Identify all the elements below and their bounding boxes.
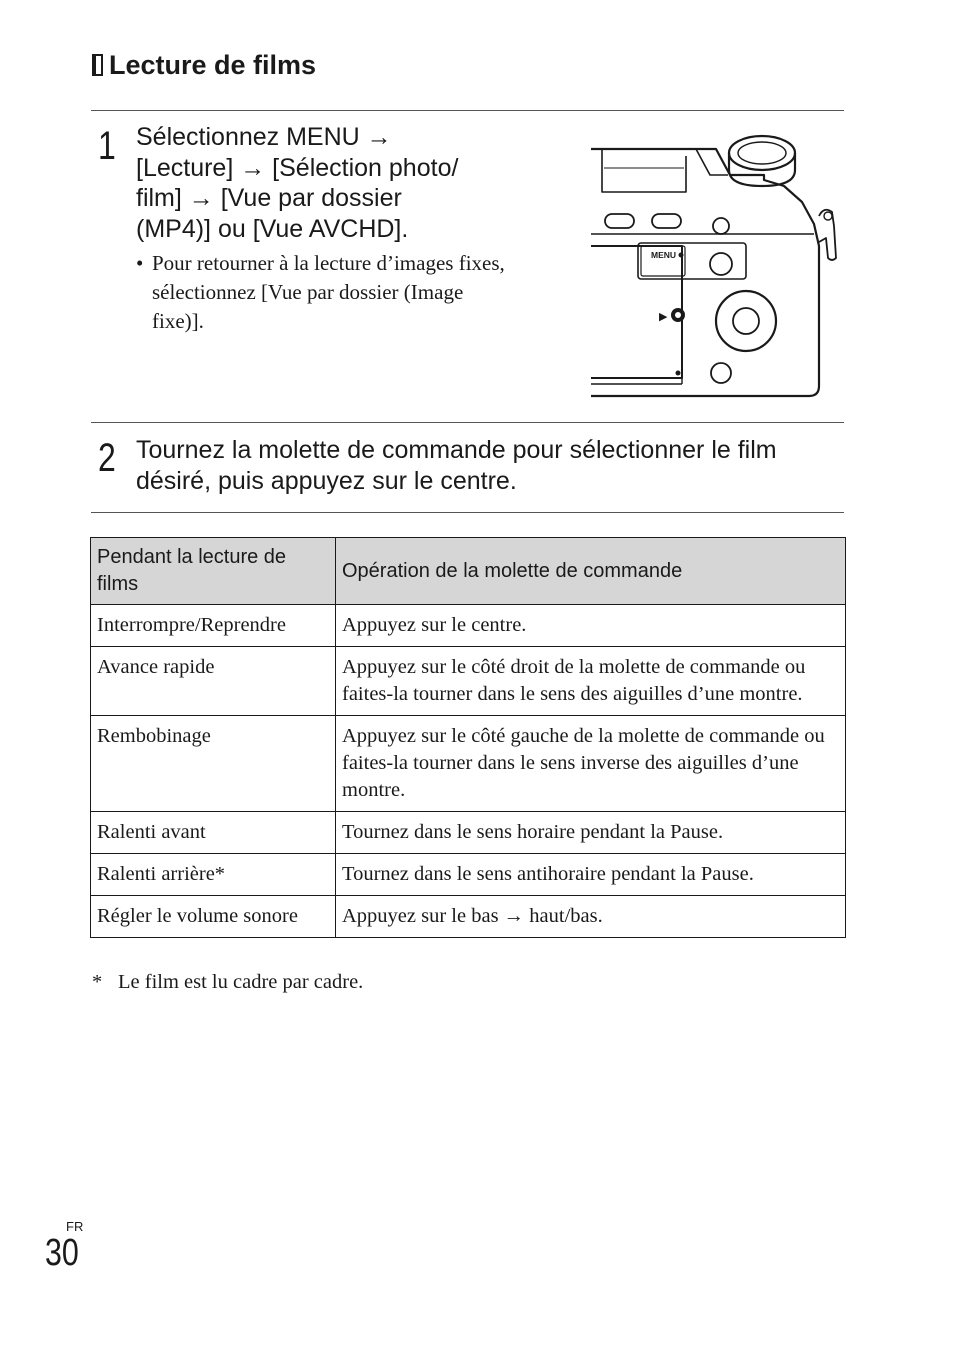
table-cell-operation: Appuyez sur le centre. [336,605,846,647]
table-cell-operation: Appuyez sur le côté droit de la molette de commande ou faites-la tourner dans le sens des aiguilles d’une montre. [336,647,846,716]
bullet: • [136,251,144,275]
table-cell-action: Ralenti arrière* [91,854,336,896]
step-1-line: film] → [Vue par dossier [136,184,402,212]
table-cell-action: Rembobinage [91,716,336,812]
step-1-number: 1 [98,124,116,168]
table-row [91,716,846,812]
language-code: FR [66,1219,84,1234]
play-marker-icon: ▶ [659,310,668,323]
table-row [91,605,846,647]
step-1-note-text: Pour retourner à la lecture d’images fixes, sélectionnez [Vue par dossier (Image fixe)]. [152,251,505,333]
dial-operations-table [90,537,846,938]
table-cell-action: Interrompre/Reprendre [91,605,336,647]
table-row [91,812,846,854]
table-cell-action: Régler le volume sonore [91,896,336,938]
divider [91,422,844,423]
table-header-row [91,538,846,605]
divider [91,110,844,111]
step-1-instruction [136,122,536,244]
step-1-line: Sélectionnez MENU → [136,123,392,151]
page-number: 30 [45,1232,79,1274]
step-2-number: 2 [98,436,116,480]
footnote-text: Le film est lu cadre par cadre. [118,971,364,993]
table-cell-action: Avance rapide [91,647,336,716]
table-cell-action: Ralenti avant [91,812,336,854]
step-2-line: Tournez la molette de commande pour sélectionner le film [136,436,777,464]
section-title-text: Lecture de films [109,50,317,80]
table-row [91,647,846,716]
table-row [91,896,846,938]
footnote-marker: * [92,971,103,993]
table-cell-operation: Appuyez sur le bas → haut/bas. [336,896,846,938]
step-2-instruction [136,435,846,496]
table-row [91,854,846,896]
table-cell-operation: Appuyez sur le côté gauche de la molette de commande ou faites-la tourner dans le sens inverse des aiguilles d’une montre. [336,716,846,812]
step-1-note [136,249,516,336]
step-2-line: désiré, puis appuyez sur le centre. [136,466,517,495]
table-cell-operation: Tournez dans le sens horaire pendant la Pause. [336,812,846,854]
menu-button-label: MENU [651,250,677,260]
column-header: Opération de la molette de commande [336,538,846,605]
column-header: Pendant la lecture de films [91,538,336,605]
table-cell-operation: Tournez dans le sens antihoraire pendant la Pause. [336,854,846,896]
step-1-line: (MP4)] ou [Vue AVCHD]. [136,214,409,243]
section-marker-icon [92,54,103,76]
camera-illustration [588,128,844,403]
footnote [92,969,363,996]
section-title [92,47,316,83]
divider [91,512,844,513]
step-1-line: [Lecture] → [Sélection photo/ [136,153,459,182]
